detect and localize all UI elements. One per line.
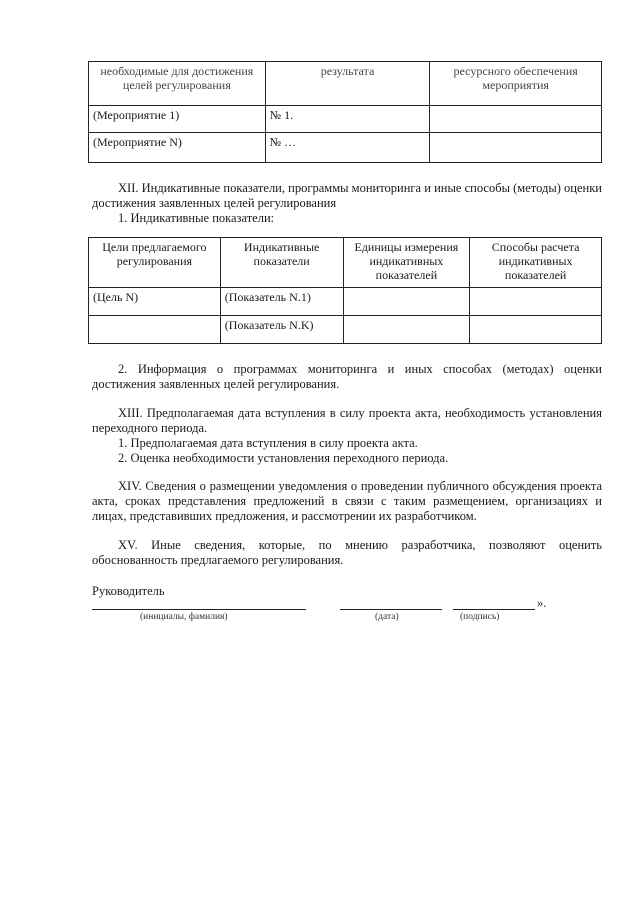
table-cell: (Мероприятие 1): [89, 106, 266, 133]
section-13-line2: переходного периода.: [92, 421, 208, 435]
table-header-cell: Индикативные показатели: [220, 238, 343, 288]
section-14-line2: акта, сроках представления предложений в связи с таким размещением, организациях и: [92, 494, 602, 508]
measures-table: [88, 61, 602, 163]
date-line: [340, 609, 442, 610]
name-line: [92, 609, 306, 610]
section-12-heading-line1: XII. Индикативные показатели, программы мониторинга и иные способы (методы) оценки: [118, 181, 602, 195]
table-cell: [430, 133, 602, 163]
table-cell: № …: [265, 133, 430, 163]
section-12-item1: 1. Индикативные показатели:: [118, 211, 275, 225]
table-header-cell: Способы расчета индикативных показателей: [470, 238, 602, 288]
caption-date: (дата): [375, 612, 399, 622]
table-cell: (Показатель N.1): [220, 288, 343, 316]
table-row: [89, 106, 602, 133]
section-13-item2: 2. Оценка необходимости установления переходного периода.: [118, 451, 449, 465]
table-cell: [470, 288, 602, 316]
table-header-cell: необходимые для достижения целей регулирования: [89, 62, 266, 106]
table-row: [89, 316, 602, 344]
table-cell: [343, 288, 470, 316]
section-12-heading-line2: достижения заявленных целей регулирования: [92, 196, 337, 210]
signature-title: Руководитель: [92, 584, 165, 598]
caption-signature: (подпись): [460, 612, 500, 622]
section-12-item2-line1: 2. Информация о программах мониторинга и иных способах (методах) оценки: [118, 362, 602, 376]
table-header-cell: результата: [265, 62, 430, 106]
table-header-cell: Цели предлагаемого регулирования: [89, 238, 221, 288]
table-header-cell: Единицы измерения индикативных показателей: [343, 238, 470, 288]
section-14-line1: XIV. Сведения о размещении уведомления о проведении публичного обсуждения проекта: [118, 479, 602, 493]
table-header-cell: ресурсного обеспечения мероприятия: [430, 62, 602, 106]
section-12-item2-line2: достижения заявленных целей регулирования.: [92, 377, 340, 391]
section-14-line3: лицах, представивших предложения, и рассмотрении их разработчиком.: [92, 509, 477, 523]
table-cell: [89, 316, 221, 344]
indicators-table: [88, 237, 602, 344]
table-header-row: [89, 238, 602, 288]
closing-quote: ».: [537, 596, 547, 610]
section-13-line1: XIII. Предполагаемая дата вступления в силу проекта акта, необходимость установления: [118, 406, 602, 420]
section-15-line2: обоснованность предлагаемого регулирования.: [92, 553, 344, 567]
table-cell: (Показатель N.K): [220, 316, 343, 344]
table-row: [89, 133, 602, 163]
table-cell: [470, 316, 602, 344]
table-cell: (Цель N): [89, 288, 221, 316]
caption-name: (инициалы, фамилия): [140, 612, 228, 622]
table-header-row: [89, 62, 602, 106]
table-cell: № 1.: [265, 106, 430, 133]
table-cell: (Мероприятие N): [89, 133, 266, 163]
section-15-line1: XV. Иные сведения, которые, по мнению разработчика, позволяют оценить: [118, 538, 602, 552]
table-cell: [430, 106, 602, 133]
section-13-item1: 1. Предполагаемая дата вступления в силу проекта акта.: [118, 436, 418, 450]
table-cell: [343, 316, 470, 344]
signature-line: [453, 609, 535, 610]
table-row: [89, 288, 602, 316]
